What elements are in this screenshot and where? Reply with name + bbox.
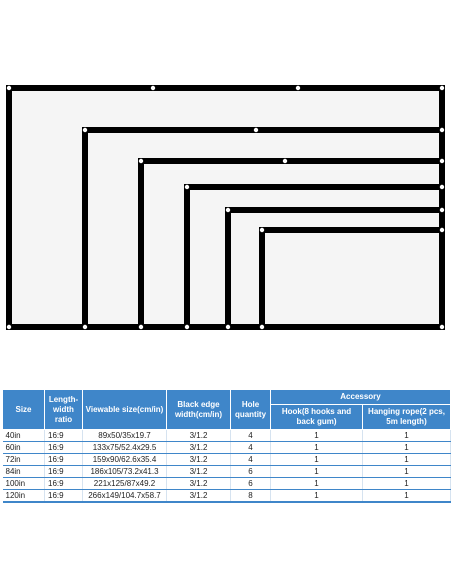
cell-black-edge: 3/1.2 [167,478,231,490]
cell-hanging-rope: 1 [363,454,451,466]
cell-viewable-size: 159x90/62.6x35.4 [83,454,167,466]
table-row [3,490,451,503]
grommet-hole [440,228,444,232]
cell-ratio: 16:9 [45,490,83,503]
grommet-hole [296,86,300,90]
cell-hole-quantity: 4 [231,454,271,466]
cell-black-edge: 3/1.2 [167,430,231,442]
grommet-hole [83,128,87,132]
cell-hole-quantity: 4 [231,442,271,454]
cell-hook: 1 [271,454,363,466]
cell-hole-quantity: 6 [231,478,271,490]
cell-viewable-size: 133x75/52.4x29.5 [83,442,167,454]
specification-table [2,389,451,503]
table-row [3,466,451,478]
cell-viewable-size: 89x50/35x19.7 [83,430,167,442]
cell-viewable-size: 266x149/104.7x58.7 [83,490,167,503]
header-size: Size [3,390,45,430]
cell-hanging-rope: 1 [363,430,451,442]
cell-hanging-rope: 1 [363,478,451,490]
cell-black-edge: 3/1.2 [167,490,231,503]
grommet-hole [185,325,189,329]
cell-viewable-size: 186x105/73.2x41.3 [83,466,167,478]
cell-hook: 1 [271,478,363,490]
grommet-hole [7,86,11,90]
cell-hole-quantity: 6 [231,466,271,478]
cell-size: 40in [3,430,45,442]
grommet-hole [440,128,444,132]
grommet-hole [283,159,287,163]
cell-hanging-rope: 1 [363,442,451,454]
cell-hanging-rope: 1 [363,490,451,503]
grommet-hole [7,325,11,329]
grommet-hole [440,185,444,189]
header-ratio: Length-width ratio [45,390,83,430]
table-row [3,430,451,442]
header-hole-quantity: Hole quantity [231,390,271,430]
cell-ratio: 16:9 [45,478,83,490]
header-viewable-size: Viewable size(cm/in) [83,390,167,430]
grommet-hole [83,325,87,329]
header-hook: Hook(8 hooks and back gum) [271,405,363,430]
header-accessory: Accessory [271,390,451,405]
grommet-hole [260,228,264,232]
cell-hook: 1 [271,466,363,478]
grommet-hole [139,325,143,329]
cell-size: 60in [3,442,45,454]
cell-black-edge: 3/1.2 [167,466,231,478]
cell-ratio: 16:9 [45,442,83,454]
grommet-hole [440,159,444,163]
grommet-hole [254,128,258,132]
header-black-edge: Black edge width(cm/in) [167,390,231,430]
cell-hanging-rope: 1 [363,466,451,478]
cell-hole-quantity: 8 [231,490,271,503]
cell-hole-quantity: 4 [231,430,271,442]
grommet-hole [226,208,230,212]
grommet-hole [185,185,189,189]
cell-ratio: 16:9 [45,466,83,478]
grommet-hole [226,325,230,329]
grommet-hole [139,159,143,163]
cell-size: 100in [3,478,45,490]
cell-black-edge: 3/1.2 [167,454,231,466]
cell-size: 72in [3,454,45,466]
cell-size: 120in [3,490,45,503]
cell-hook: 1 [271,490,363,503]
screen-frame-40in [262,230,442,327]
cell-viewable-size: 221x125/87x49.2 [83,478,167,490]
grommet-hole [151,86,155,90]
grommet-hole [440,208,444,212]
cell-black-edge: 3/1.2 [167,442,231,454]
table-row [3,454,451,466]
cell-hook: 1 [271,430,363,442]
header-hanging-rope: Hanging rope(2 pcs, 5m length) [363,405,451,430]
cell-ratio: 16:9 [45,430,83,442]
cell-ratio: 16:9 [45,454,83,466]
cell-hook: 1 [271,442,363,454]
table-row [3,478,451,490]
grommet-hole [260,325,264,329]
grommet-hole [440,86,444,90]
cell-size: 84in [3,466,45,478]
grommet-hole [440,325,444,329]
table-row [3,442,451,454]
